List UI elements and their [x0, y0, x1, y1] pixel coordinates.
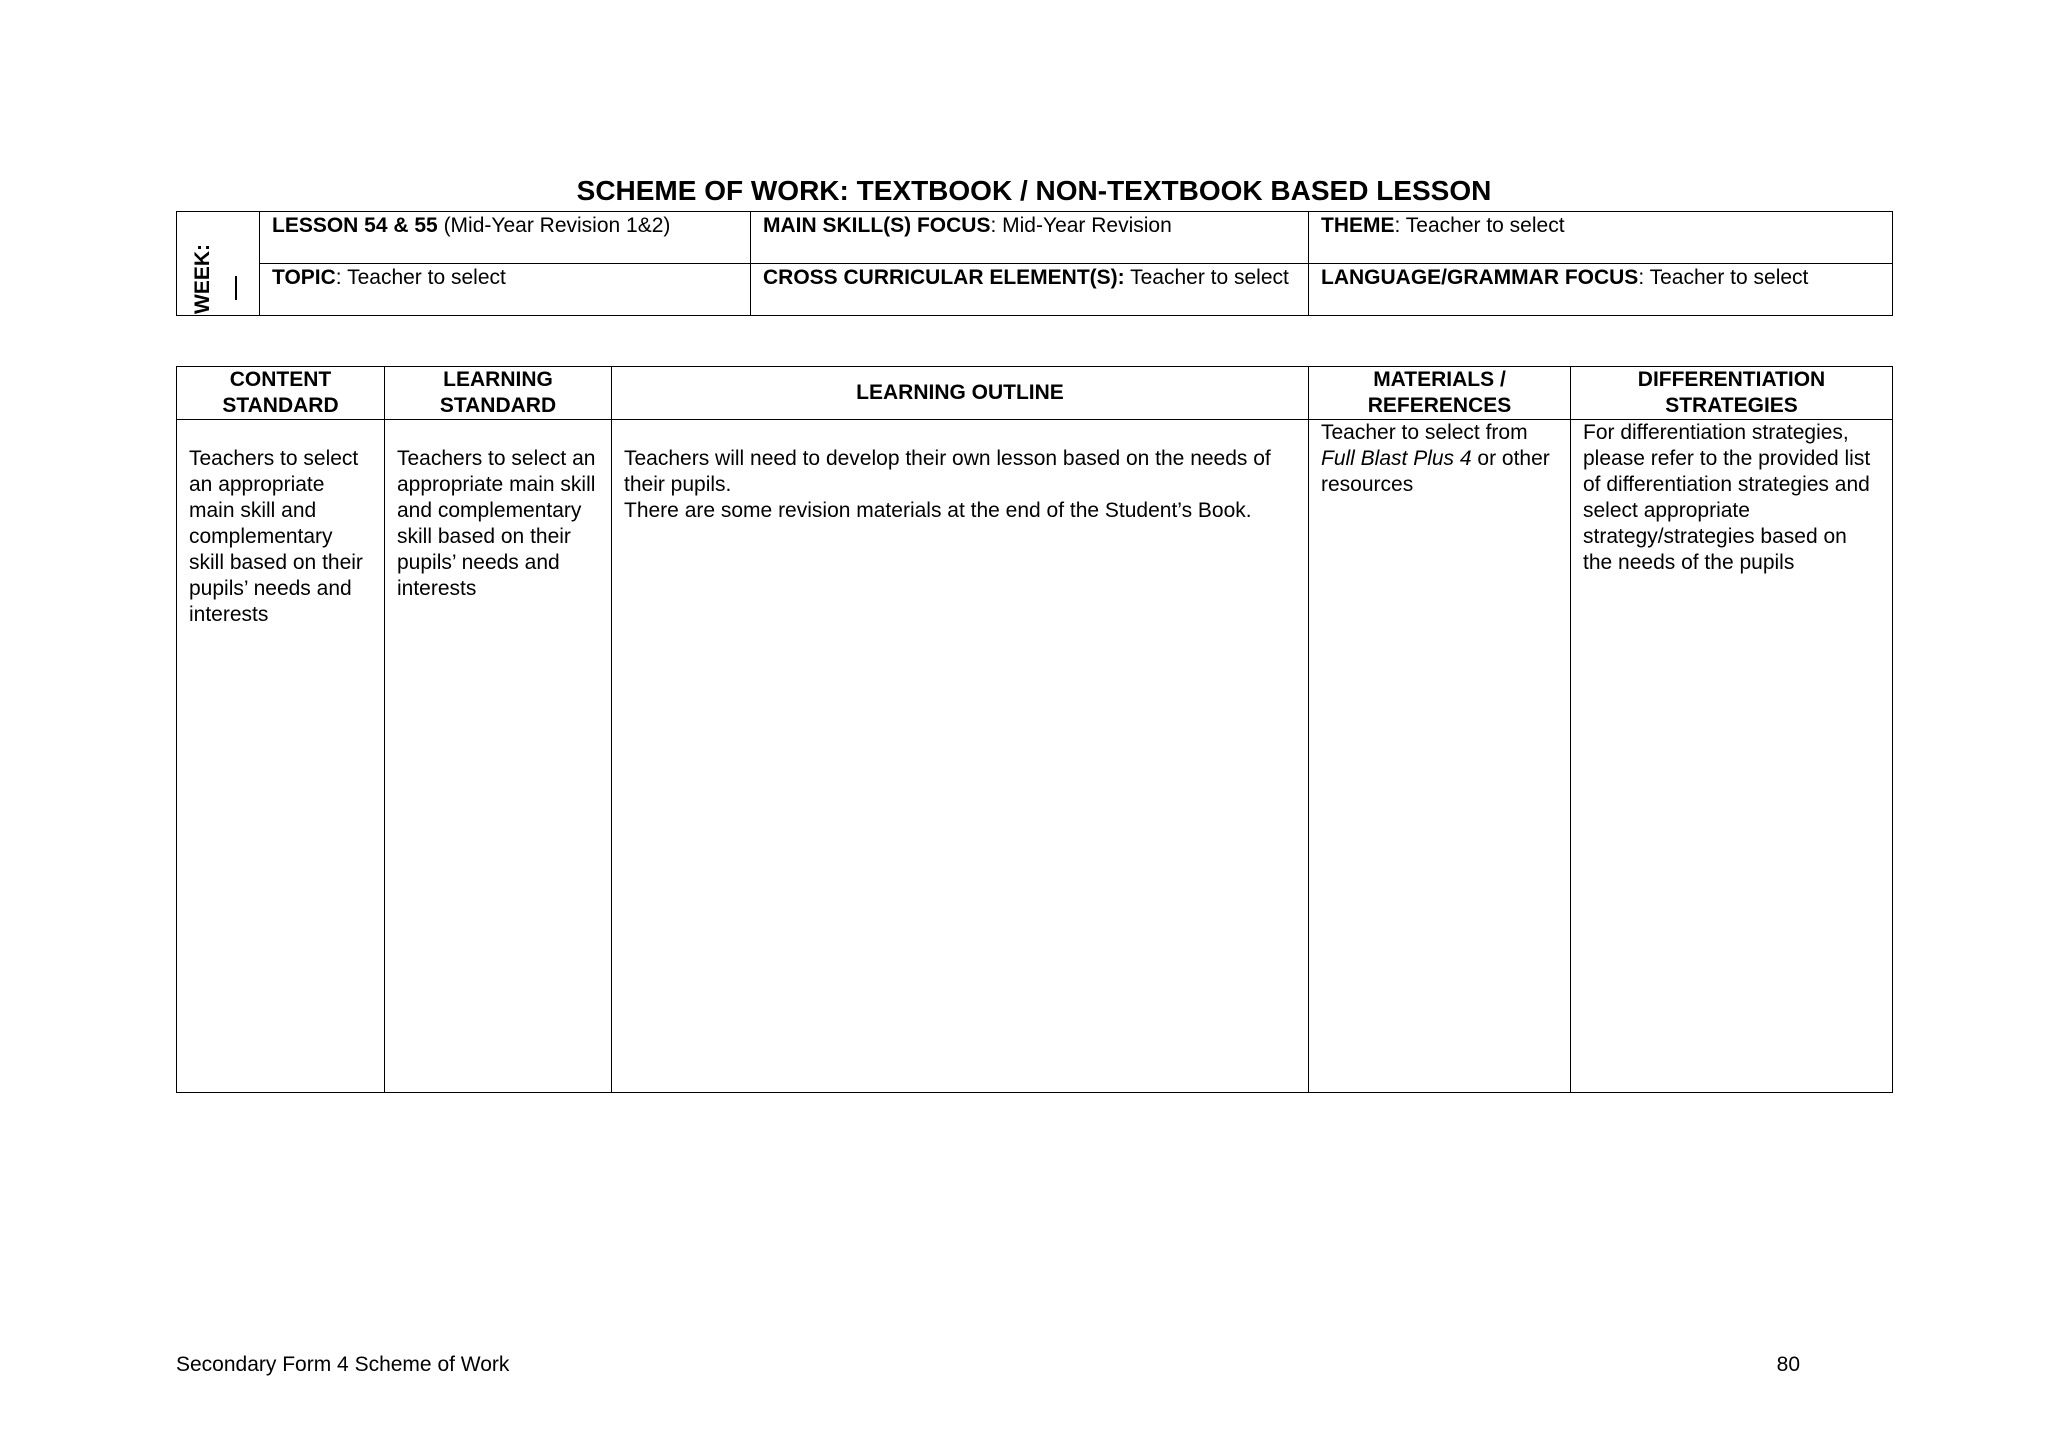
week-cell — [177, 212, 260, 316]
cross-curricular-label: CROSS CURRICULAR ELEMENT(S): — [763, 266, 1125, 289]
learning-outline-cell — [612, 420, 1309, 1093]
lesson-plan-table — [176, 366, 1893, 1093]
cross-curricular-value: Teacher to select — [1124, 266, 1289, 289]
differentiation-text: For differentiation strategies, please refer to the provided list of differentiation strategies and select appropriate strategy/strategies based on the needs of the pupils — [1583, 421, 1871, 574]
learning-outline-text: Teachers will need to develop their own lesson based on the needs of their pupils. There are some revision materials at the end of the Student’s Book. — [624, 447, 1271, 522]
topic-label: TOPIC — [272, 266, 336, 289]
main-skill-cell — [751, 212, 1309, 264]
differentiation-cell — [1571, 420, 1893, 1093]
content-standard-cell — [177, 420, 385, 1093]
content-standard-text: Teachers to select an appropriate main skill and complementary skill based on their pupils’ needs and interests — [189, 447, 363, 626]
topic-value: : Teacher to select — [335, 266, 506, 289]
lesson-value: (Mid-Year Revision 1&2) — [437, 214, 671, 237]
header-row-1 — [177, 212, 1893, 264]
materials-cell — [1309, 420, 1571, 1093]
theme-cell — [1309, 212, 1893, 264]
cross-curricular-cell — [751, 264, 1309, 316]
column-header-learning-outline: LEARNING OUTLINE — [612, 367, 1309, 420]
week-value-mark — [235, 276, 237, 300]
lesson-cell — [260, 212, 751, 264]
header-row-2 — [177, 264, 1893, 316]
learning-standard-cell — [385, 420, 612, 1093]
column-header-row — [177, 367, 1893, 420]
page-title: SCHEME OF WORK: TEXTBOOK / NON-TEXTBOOK BASED LESSON — [576, 175, 1492, 206]
lesson-label: LESSON 54 & 55 — [272, 214, 438, 237]
materials-suffix: or other resources — [1321, 447, 1550, 496]
footer-document-title: Secondary Form 4 Scheme of Work — [176, 1353, 510, 1376]
language-focus-label: LANGUAGE/GRAMMAR FOCUS — [1321, 266, 1639, 289]
theme-value: : Teacher to select — [1394, 214, 1565, 237]
page-number: 80 — [1776, 1353, 1800, 1376]
materials-text — [1309, 420, 1570, 498]
language-focus-cell — [1309, 264, 1893, 316]
main-skill-label: MAIN SKILL(S) FOCUS — [763, 214, 991, 237]
materials-book-title: Full Blast Plus 4 — [1321, 447, 1472, 470]
content-row — [177, 420, 1893, 1093]
topic-cell — [260, 264, 751, 316]
lesson-header-table — [176, 211, 1893, 316]
materials-prefix: Teacher to select from — [1321, 421, 1528, 444]
week-label: WEEK: — [191, 244, 214, 314]
column-header-learning-standard: LEARNING STANDARD — [385, 367, 612, 420]
main-skill-value: : Mid-Year Revision — [990, 214, 1172, 237]
theme-label: THEME — [1321, 214, 1395, 237]
learning-standard-text: Teachers to select an appropriate main skill and complementary skill based on their pupils’ needs and interests — [397, 447, 596, 600]
column-header-materials: MATERIALS / REFERENCES — [1309, 367, 1571, 420]
column-header-differentiation: DIFFERENTIATION STRATEGIES — [1571, 367, 1893, 420]
column-header-content-standard: CONTENT STANDARD — [177, 367, 385, 420]
language-focus-value: : Teacher to select — [1638, 266, 1809, 289]
